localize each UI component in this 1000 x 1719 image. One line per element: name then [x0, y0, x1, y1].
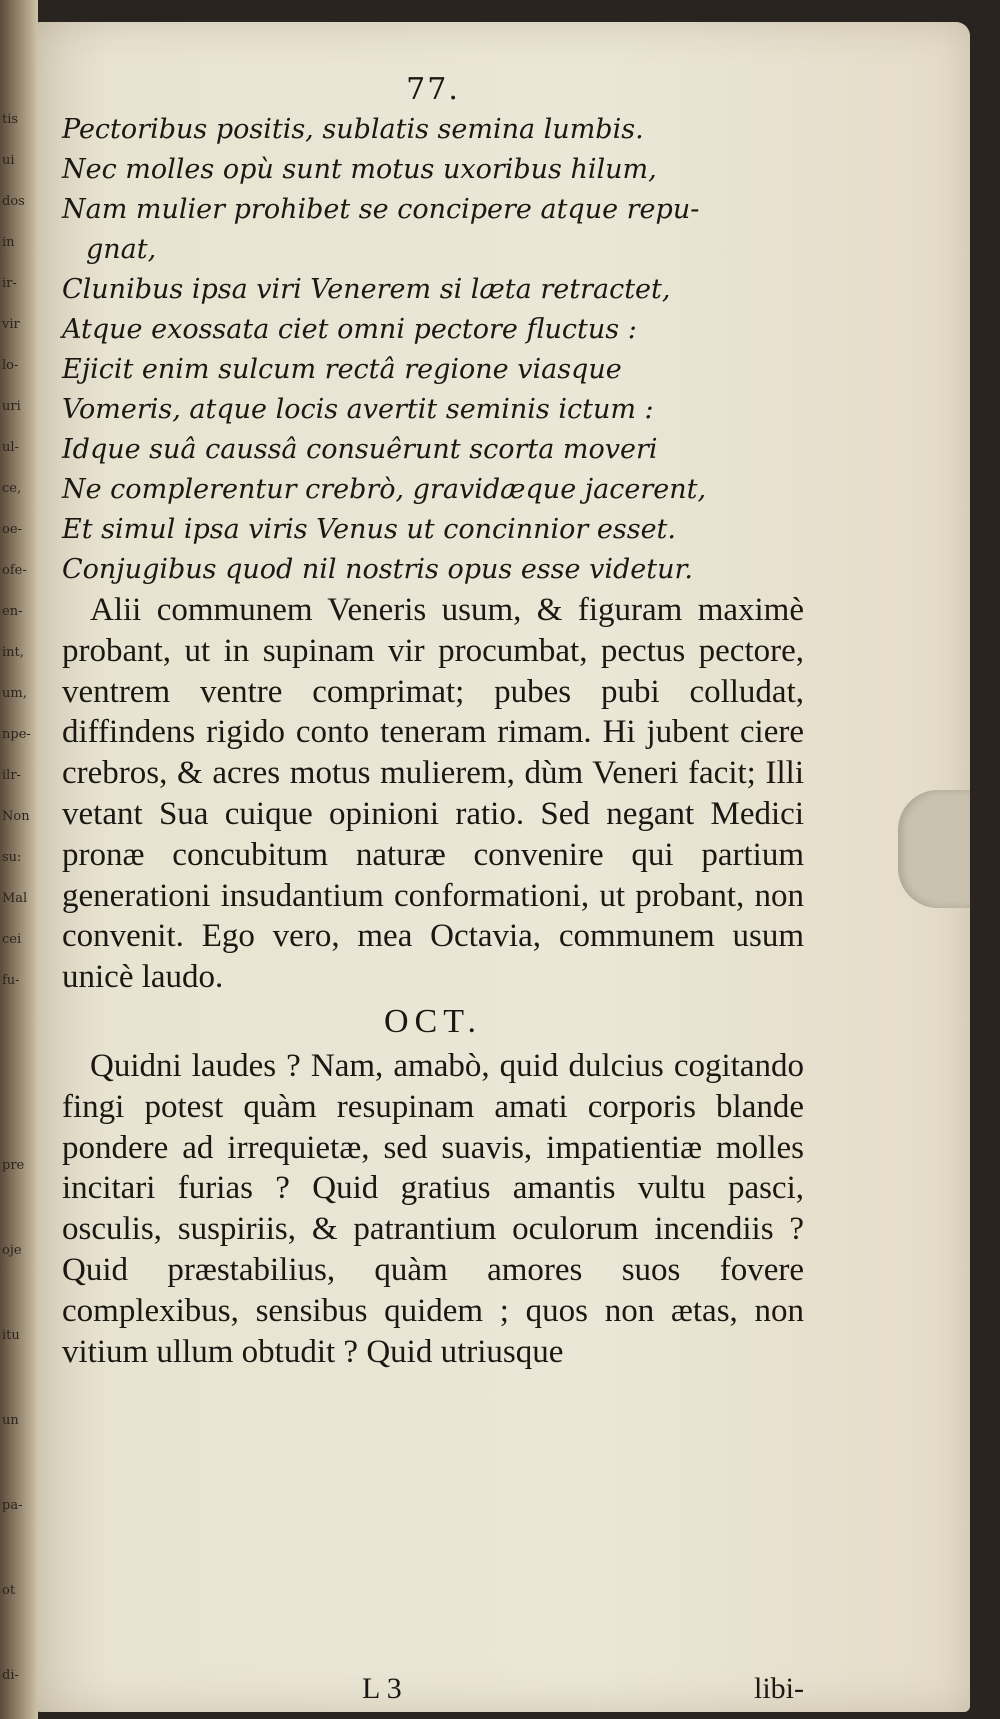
margin-fragment: pre — [2, 1158, 25, 1173]
verse-line: Et simul ipsa viris Venus ut concinnior esset. — [62, 514, 676, 545]
margin-fragment: oe- — [2, 522, 22, 537]
margin-fragment: ilr- — [2, 768, 21, 783]
margin-fragment: pa- — [2, 1498, 23, 1513]
facing-page-margin — [0, 0, 36, 1719]
verse-line: Nam mulier prohibet se concipere atque repu- — [62, 194, 700, 225]
verse-line: gnat, — [86, 234, 157, 265]
margin-fragment: tis — [2, 112, 19, 127]
margin-fragment: ot — [2, 1583, 16, 1598]
prose-paragraph-2 — [62, 1046, 804, 1372]
margin-fragment: ir- — [2, 276, 17, 291]
margin-fragment: ul- — [2, 440, 19, 455]
margin-fragment: cei — [2, 932, 22, 947]
page-number: 77. — [406, 72, 460, 107]
page-text — [62, 70, 804, 1372]
prose-paragraph-1 — [62, 590, 804, 998]
verse-line: Vomeris, atque locis avertit seminis ictum : — [62, 394, 654, 425]
verse-block — [62, 110, 804, 590]
verse-line: Atque exossata ciet omni pectore fluctus : — [62, 314, 637, 345]
margin-fragment: ce, — [2, 481, 22, 496]
margin-fragment: npe- — [2, 727, 31, 742]
margin-fragment: su: — [2, 850, 22, 865]
margin-fragment: ui — [2, 153, 15, 168]
verse-line: Clunibus ipsa viri Venerem si læta retractet, — [62, 274, 671, 305]
signature-mark: L 3 — [362, 1672, 402, 1705]
verse-line: Ne complerentur crebrò, gravidæque jacerent, — [62, 474, 707, 505]
speaker-heading: OCT. — [384, 1002, 482, 1040]
margin-fragment: uri — [2, 399, 21, 414]
margin-fragment: oje — [2, 1243, 22, 1258]
margin-fragment: fu- — [2, 973, 20, 988]
catchword: libi- — [754, 1672, 804, 1705]
margin-fragment: dos — [2, 194, 25, 209]
verse-line: Nec molles opù sunt motus uxoribus hilum, — [62, 154, 657, 185]
margin-fragment: un — [2, 1413, 19, 1428]
margin-fragment: en- — [2, 604, 23, 619]
page-tab — [898, 790, 970, 908]
margin-fragment: int, — [2, 645, 24, 660]
verse-line: Conjugibus quod nil nostris opus esse videtur. — [62, 554, 693, 585]
verse-line: Pectoribus positis, sublatis semina lumbis. — [62, 114, 644, 145]
margin-fragment: ofe- — [2, 563, 27, 578]
margin-fragment: Mal — [2, 891, 28, 906]
margin-fragment: vir — [2, 317, 20, 332]
margin-fragment: um, — [2, 686, 27, 701]
prose-text: Alii communem Veneris usum, & figuram maximè probant, ut in supinam vir procumbat, pectus pectore, ventrem ventre comprimat; pubes pubi colludat, diffindens rigido conto teneram rimam. Hi jubent ciere crebros, & acres motus mulierem, dùm Veneri facit; Illi vetant Sua cuique opinioni ratio. Sed negant Medici pronæ concubitum naturæ convenire qui partium generationi insudantium conformationi, ut probant, non convenit. Ego vero, mea Octavia, communem usum unicè laudo. — [62, 592, 804, 996]
margin-fragment: lo- — [2, 358, 19, 373]
verse-line: Ejicit enim sulcum rectâ regione viasque — [62, 354, 622, 385]
page-footer — [62, 1672, 804, 1708]
margin-fragment: in — [2, 235, 15, 250]
verse-line: Idque suâ caussâ consuêrunt scorta moveri — [62, 434, 658, 465]
prose-text: Quidni laudes ? Nam, amabò, quid dulcius cogitando fingi potest quàm resupinam amati corporis blande pondere ad irrequietæ, sed suavis, impatientiæ molles incitari furias ? Quid gratius amantis vultu pasci, osculis, suspiriis, & patrantium oculorum incendiis ? Quid præstabilius, quàm amores suos fovere complexibus, sensibus quidem ; quos non ætas, non vitium ullum obtudit ? Quid utriusque — [62, 1047, 804, 1370]
margin-fragment: di- — [2, 1668, 19, 1683]
margin-fragment: itu — [2, 1328, 20, 1343]
margin-fragment: Non — [2, 809, 30, 824]
